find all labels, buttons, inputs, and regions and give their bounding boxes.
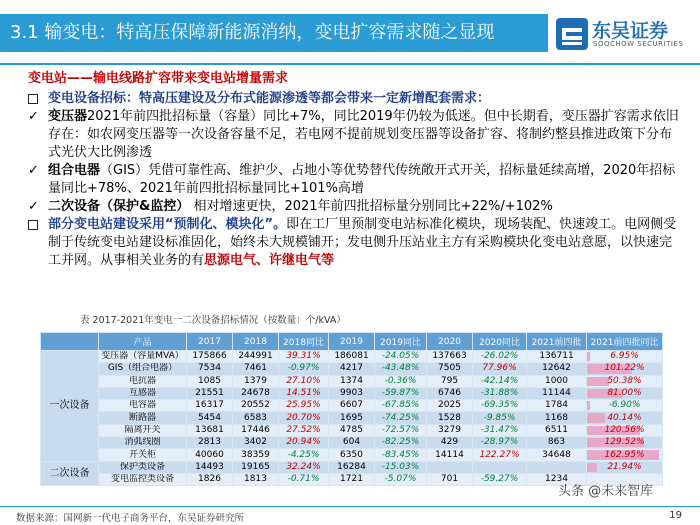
column-header: 2018同比	[279, 333, 329, 351]
table-row	[41, 363, 663, 375]
slide-title: 3.1 输变电：特高压保障新能源消纳，变电扩容需求随之显现	[0, 14, 548, 52]
table-cell: 9903	[329, 387, 375, 399]
watermark-text: 头条 @未来智库	[558, 484, 654, 499]
table-cell: 1085	[187, 375, 233, 387]
table-row	[41, 449, 663, 461]
column-header: 2021前四批	[527, 333, 587, 351]
table-cell: 20.70%	[279, 412, 329, 424]
table-cell: 变压器（容量MVA）	[99, 351, 187, 363]
table-cell: -4.25%	[279, 449, 329, 461]
paragraph-transformer	[28, 108, 680, 162]
table-cell	[587, 375, 663, 387]
table-cell: 1374	[329, 375, 375, 387]
table-cell: 隔离开关	[99, 424, 187, 436]
prefab-label: 部分变电站建设采用“预制化、模块化”。	[48, 217, 287, 232]
table-cell: -9.85%	[473, 412, 527, 424]
paragraph-secondary	[28, 198, 680, 216]
table-cell: 186081	[329, 351, 375, 363]
soochow-logo-icon	[556, 18, 588, 50]
table-cell	[587, 351, 663, 363]
table-cell: -43.48%	[375, 363, 427, 375]
table-cell: 4217	[329, 363, 375, 375]
row-group-label: 一次设备	[41, 351, 99, 462]
paragraph-prefab	[28, 216, 680, 270]
table-cell	[427, 461, 473, 473]
table-cell: 变电监控类设备	[99, 473, 187, 485]
table-cell	[587, 400, 663, 412]
column-header: 2021前四批同比	[587, 333, 663, 351]
table-cell: -69.35%	[473, 400, 527, 412]
section-subtitle: 变电站——输电线路扩容带来变电站增量需求	[28, 71, 289, 86]
table-cell: 1379	[233, 375, 279, 387]
table-cell: 6607	[329, 400, 375, 412]
table-cell: -5.07%	[375, 473, 427, 485]
prefab-companies: 思源电气、许继电气等	[204, 253, 335, 268]
bar-value: 50.38%	[607, 375, 642, 386]
table-cell: 122.27%	[473, 449, 527, 461]
column-header: 2019同比	[375, 333, 427, 351]
table-cell: 1528	[427, 412, 473, 424]
table-cell	[587, 363, 663, 375]
table-cell: 11144	[527, 387, 587, 399]
table-cell: -0.97%	[279, 363, 329, 375]
table-cell: 互感器	[99, 387, 187, 399]
table-cell: 断路器	[99, 412, 187, 424]
table-cell: 14.51%	[279, 387, 329, 399]
column-header: 产品	[99, 333, 187, 351]
bar-value: 129.52%	[604, 437, 645, 448]
table-body	[41, 351, 663, 486]
slide-header	[0, 0, 700, 68]
data-bar	[587, 413, 605, 422]
table-cell: 137663	[427, 351, 473, 363]
data-bar	[587, 352, 590, 361]
logo-chinese-name: 东吴证券	[592, 20, 669, 42]
table-cell: 开关柜	[99, 449, 187, 461]
table-cell: -82.25%	[375, 437, 427, 449]
paragraph-tendering	[28, 90, 680, 108]
table-cell	[587, 412, 663, 424]
table-cell: 12642	[527, 363, 587, 375]
table-row	[41, 400, 663, 412]
table-cell: 5454	[187, 412, 233, 424]
table-cell: -31.47%	[473, 424, 527, 436]
table-row	[41, 437, 663, 449]
table-cell: 136711	[527, 351, 587, 363]
watermark	[558, 480, 653, 499]
table-caption: 表 2017-2021年变电一二次设备招标情况（按数量：个/kVA）	[80, 315, 346, 326]
table-cell: GIS（组合电器）	[99, 363, 187, 375]
table-cell: 4785	[329, 424, 375, 436]
bar-value: 162.95%	[604, 449, 645, 460]
table-cell: 2813	[187, 437, 233, 449]
table-cell: -74.25%	[375, 412, 427, 424]
check-bullet-icon: ✓	[28, 199, 39, 214]
table-row	[41, 387, 663, 399]
table-cell: 20552	[233, 400, 279, 412]
column-header: 2017	[187, 333, 233, 351]
table-cell: 电容器	[99, 400, 187, 412]
table-cell: 604	[329, 437, 375, 449]
table-cell: 7505	[427, 363, 473, 375]
table-cell: 175866	[187, 351, 233, 363]
table-cell: 27.10%	[279, 375, 329, 387]
table-cell: 244991	[233, 351, 279, 363]
transformer-text: 2021年前四批招标量（容量）同比+7%，同比2019年仍较为低迷。但中长期看，变压器扩容需求依旧存在：如农网变压器等一次设备容量不足，若电网不提前规划变压器等设备扩容、将制约整县推进政策下分布式光伏大比例渗透	[48, 109, 679, 160]
table-cell	[587, 424, 663, 436]
table-cell: -42.14%	[473, 375, 527, 387]
data-bar	[587, 401, 590, 410]
bar-value: 40.14%	[607, 412, 642, 423]
square-bullet-icon	[28, 90, 44, 110]
bar-value: -6.90%	[608, 400, 641, 411]
table-cell: 38359	[233, 449, 279, 461]
table-cell: 1784	[527, 400, 587, 412]
bar-value: 101.22%	[604, 363, 645, 374]
table-row	[41, 351, 663, 363]
table-cell: -83.45%	[375, 449, 427, 461]
table-cell: 13681	[187, 424, 233, 436]
column-header: 2020	[427, 333, 473, 351]
table-row	[41, 461, 663, 473]
table-cell: 1168	[527, 412, 587, 424]
table-cell: 3402	[233, 437, 279, 449]
slide-body	[28, 70, 680, 270]
table-cell: -59.27%	[473, 473, 527, 485]
prefab-text: 即在工厂里预制变电站标准化模块，现场装配、快速竣工。电网侧受制于传统变电站建设标准固化，始终未大规模铺开；发电侧升压站业主方有采购模块化变电站意愿，以快速完工并网。从事相关业务的有	[48, 217, 677, 268]
table-cell	[587, 387, 663, 399]
table-cell: 6746	[427, 387, 473, 399]
table-cell: 3279	[427, 424, 473, 436]
table-cell: 21551	[187, 387, 233, 399]
table-cell: 消弧线圈	[99, 437, 187, 449]
table-cell: 863	[527, 437, 587, 449]
table-cell: -15.03%	[375, 461, 427, 473]
table-cell: 25.95%	[279, 400, 329, 412]
table-cell: 1826	[187, 473, 233, 485]
table-cell: 77.96%	[473, 363, 527, 375]
table-cell: 27.52%	[279, 424, 329, 436]
table-cell: 40060	[187, 449, 233, 461]
data-bar	[587, 463, 597, 472]
check-bullet-icon: ✓	[28, 163, 39, 178]
logo-english-name: SOOCHOW SECURITIES	[593, 40, 684, 48]
table-cell: 795	[427, 375, 473, 387]
bar-value: 6.95%	[610, 351, 639, 362]
transformer-label: 变压器	[48, 109, 88, 124]
table-cell: 1813	[233, 473, 279, 485]
table-cell: 16317	[187, 400, 233, 412]
square-bullet-icon	[28, 216, 44, 236]
table-row	[41, 375, 663, 387]
table-cell: 6511	[527, 424, 587, 436]
table-cell: 1695	[329, 412, 375, 424]
check-bullet-icon: ✓	[28, 109, 39, 124]
table-cell: 保护类设备	[99, 461, 187, 473]
table-cell	[587, 437, 663, 449]
gis-label: 组合电器	[48, 163, 101, 178]
bar-value: 120.56%	[604, 424, 645, 435]
data-bar	[587, 377, 609, 386]
table-cell: 39.31%	[279, 351, 329, 363]
table-cell: 14114	[427, 449, 473, 461]
table-cell: 6350	[329, 449, 375, 461]
table-cell: -0.36%	[375, 375, 427, 387]
table-cell: 1234	[527, 473, 587, 485]
column-header	[41, 333, 99, 351]
table-cell: 1000	[527, 375, 587, 387]
table-cell	[527, 461, 587, 473]
table-cell: -31.88%	[473, 387, 527, 399]
table-cell: 19165	[233, 461, 279, 473]
table-cell: 16284	[329, 461, 375, 473]
table-cell: -24.05%	[375, 351, 427, 363]
table-cell	[587, 449, 663, 461]
secondary-label: 二次设备（保护&监控）	[48, 199, 190, 214]
row-group-label: 二次设备	[41, 461, 99, 486]
table-cell: 14493	[187, 461, 233, 473]
table-cell: 7534	[187, 363, 233, 375]
footer-divider	[0, 506, 700, 507]
tendering-text: 变电设备招标：特高压建设及分布式能源渗透等都会带来一定新增配套需求：	[48, 91, 491, 106]
table-cell: 1721	[329, 473, 375, 485]
table-cell: -28.97%	[473, 437, 527, 449]
table-cell: 7461	[233, 363, 279, 375]
table-cell	[473, 461, 527, 473]
table-cell: 20.94%	[279, 437, 329, 449]
table-row	[41, 424, 663, 436]
table-cell: 701	[427, 473, 473, 485]
tender-table	[40, 332, 662, 486]
table-cell: -72.57%	[375, 424, 427, 436]
data-source: 数据来源：国网新一代电子商务平台，东吴证券研究所	[16, 513, 245, 524]
slide-footer	[0, 506, 700, 525]
page-number: 19	[669, 510, 682, 521]
table-cell: 17446	[233, 424, 279, 436]
table-cell: -26.02%	[473, 351, 527, 363]
table-cell: 32.24%	[279, 461, 329, 473]
table-cell: 24678	[233, 387, 279, 399]
table-cell: 429	[427, 437, 473, 449]
company-logo	[556, 16, 696, 52]
header-divider	[0, 63, 700, 65]
paragraph-gis	[28, 162, 680, 198]
bar-value: 81.00%	[607, 388, 642, 399]
table-cell: 34648	[527, 449, 587, 461]
table-row	[41, 412, 663, 424]
secondary-text: 相对增速更快，2021年前四批招标量分别同比+22%/+102%	[193, 199, 553, 214]
table-cell: -67.85%	[375, 400, 427, 412]
column-header: 2020同比	[473, 333, 527, 351]
gis-text: （GIS）凭借可靠性高、维护少、占地小等优势替代传统敞开式开关，招标量延续高增，2020年招标量同比+78%、2021年前四批招标量同比+101%高增	[48, 163, 676, 196]
table-cell: -59.87%	[375, 387, 427, 399]
bar-value: 21.94%	[607, 461, 642, 472]
table-cell: 电抗器	[99, 375, 187, 387]
table-cell: 2025	[427, 400, 473, 412]
table-cell	[587, 461, 663, 473]
table-header-row	[41, 333, 663, 351]
column-header: 2018	[233, 333, 279, 351]
table-cell: -0.71%	[279, 473, 329, 485]
table-cell: 6583	[233, 412, 279, 424]
column-header: 2019	[329, 333, 375, 351]
